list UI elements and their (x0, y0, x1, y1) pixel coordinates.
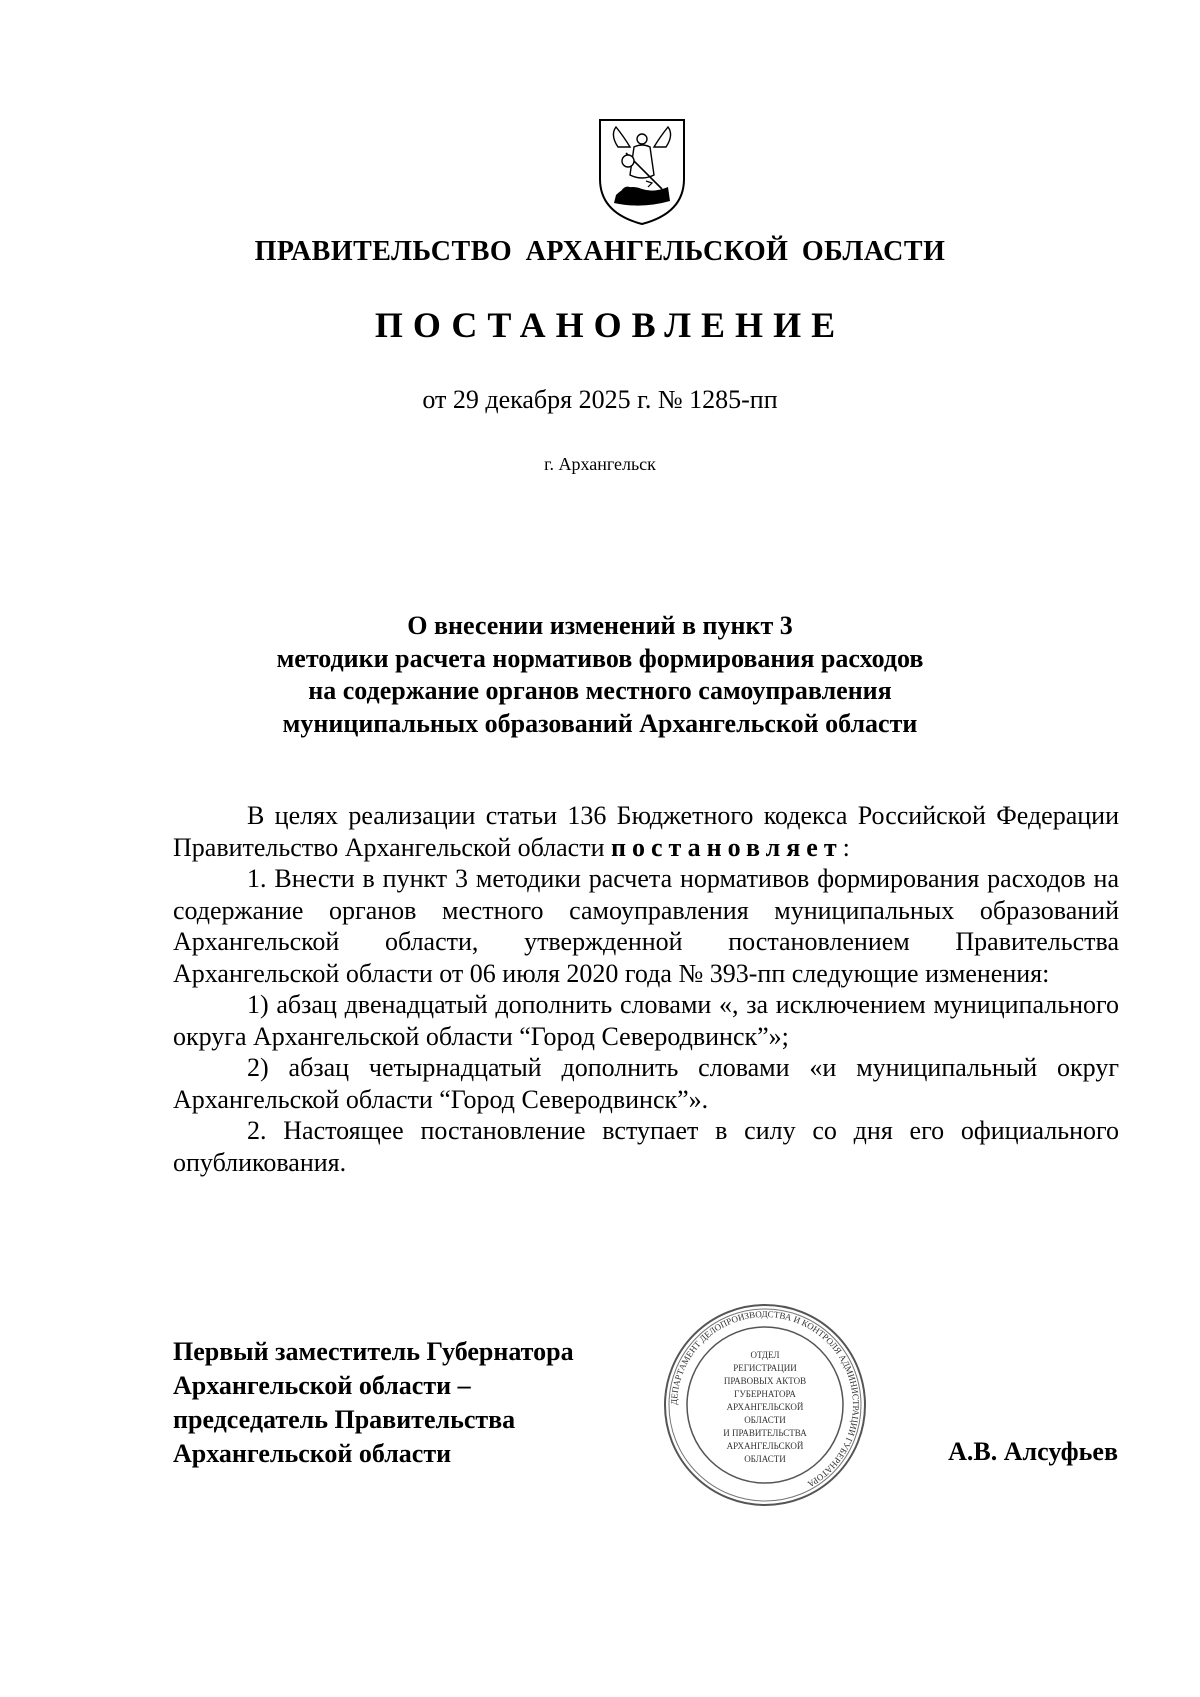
preamble-text: В целях реализации статьи 136 Бюджетного кодекса Российской Федерации Правительство Архангельской области (173, 801, 1119, 862)
seal-center-line: ГУБЕРНАТОРА (734, 1389, 796, 1399)
seal-center-line: И ПРАВИТЕЛЬСТВА (723, 1428, 807, 1438)
signer-position-line: Архангельской области (173, 1439, 452, 1468)
document-type: ПОСТАНОВЛЕНИЕ (374, 305, 846, 345)
government-title: ПРАВИТЕЛЬСТВО АРХАНГЕЛЬСКОЙ ОБЛАСТИ (254, 236, 946, 267)
signer-name: А.В. Алсуфьев (948, 1437, 1118, 1466)
signer-position-line: председатель Правительства (173, 1405, 516, 1434)
document-heading (0, 610, 1200, 740)
heading-line: О внесении изменений в пункт 3 (407, 611, 793, 640)
document-date-number: от 29 декабря 2025 г. № 1285-пп (422, 385, 778, 414)
signer-position-line: Первый заместитель Губернатора (173, 1337, 574, 1366)
seal-center-line: ОБЛАСТИ (744, 1454, 786, 1464)
seal-center-line: ОБЛАСТИ (744, 1415, 786, 1425)
preamble-paragraph (173, 800, 1119, 863)
seal-center-line: РЕГИСТРАЦИИ (733, 1363, 797, 1373)
signer-position (173, 1335, 574, 1471)
item-2-paragraph: 2. Настоящее постановление вступает в силу со дня его официального опубликования. (173, 1116, 1119, 1177)
seal-ring-text: ДЕПАРТАМЕНТ ДЕЛОПРОИЗВОДСТВА И КОНТРОЛЯ АДМИНИСТРАЦИИ ГУБЕРНАТОРА (668, 1308, 862, 1490)
heading-line: на содержание органов местного самоуправления (308, 676, 892, 705)
item-1-1-paragraph: 1) абзац двенадцатый дополнить словами «, за исключением муниципального округа Архангельской области “Город Северодвинск”»; (173, 990, 1119, 1051)
seal-center-line: ОТДЕЛ (750, 1350, 780, 1360)
coat-of-arms-emblem (596, 117, 688, 227)
heading-line: муниципальных образований Архангельской области (282, 708, 918, 738)
signer-position-line: Архангельской области – (173, 1371, 471, 1400)
resolves-keyword: постановляет (611, 832, 843, 862)
item-1-2-paragraph: 2) абзац четырнадцатый дополнить словами «и муниципальный округ Архангельской области “Город Северодвинск”». (173, 1053, 1119, 1114)
seal-center-line: АРХАНГЕЛЬСКОЙ (726, 1441, 804, 1451)
preamble-end: : (842, 832, 850, 862)
official-seal (660, 1300, 870, 1510)
document-city: г. Архангельск (544, 454, 656, 474)
item-1-paragraph: 1. Внести в пункт 3 методики расчета нормативов формирования расходов на содержание органов местного самоуправления муниципальных образований Архангельской области, утвержденной постановлением Правительства Архангельской области от 06 июля 2020 года № 393-пп следующие изменения: (173, 864, 1119, 988)
heading-line: методики расчета нормативов формирования расходов (276, 643, 924, 673)
document-body (173, 800, 1119, 1178)
seal-center-line: ПРАВОВЫХ АКТОВ (723, 1376, 807, 1386)
seal-center-line: АРХАНГЕЛЬСКОЙ (726, 1402, 804, 1412)
